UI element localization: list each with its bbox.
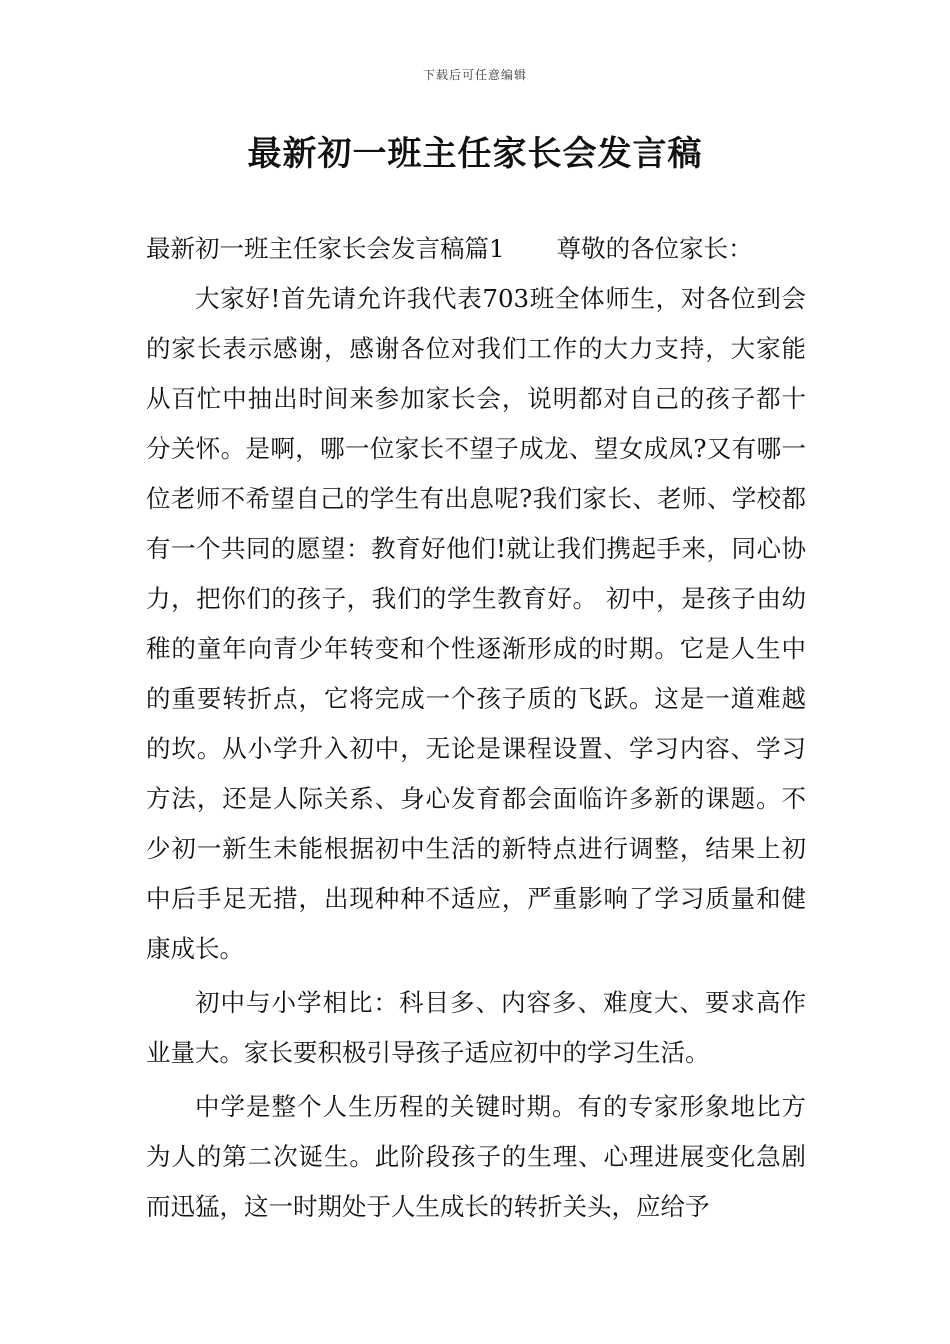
salutation: 尊敬的各位家长： (556, 234, 753, 263)
paragraph: 初中与小学相比：科目多、内容多、难度大、要求高作业量大。家长要积极引导孩子适应初中的学习生活。 (146, 988, 806, 1067)
paragraph: 大家好!首先请允许我代表703班全体师生，对各位到会的家长表示感谢，感谢各位对我们工作的大力支持，大家能从百忙中抽出时间来参加家长会，说明都对自己的孩子都十分关怀。是啊，哪一位家长不望子成龙、望女成凤?又有哪一位老师不希望自己的学生有出息呢?我们家长、老师、学校都有一个共同的愿望：教育好他们!就让我们携起手来，同心协力，把你们的孩子，我们的学生教育好。 初中，是孩子由幼稚的童年向青少年转变和个性逐渐形成的时期。它是人生中的重要转折点，它将完成一个孩子质的飞跃。这是一道难越的坎。从小学升入初中，无论是课程设置、学习内容、学习方法，还是人际关系、身心发育都会面临许多新的课题。不少初一新生未能根据初中生活的新特点进行调整，结果上初中后手足无措，出现种种不适应，严重影响了学习质量和健康成长。 (146, 284, 806, 963)
section-subtitle: 最新初一班主任家长会发言稿篇1 (146, 234, 505, 263)
intro-line (146, 224, 806, 274)
document-body (146, 224, 806, 1232)
document-title: 最新初一班主任家长会发言稿 (247, 134, 703, 174)
paragraph: 中学是整个人生历程的关键时期。有的专家形象地比方为人的第二次诞生。此阶段孩子的生理、心理进展变化急剧而迅猛，这一时期处于人生成长的转折关头，应给予 (146, 1092, 806, 1221)
header-note: 下载后可任意编辑 (422, 68, 527, 82)
